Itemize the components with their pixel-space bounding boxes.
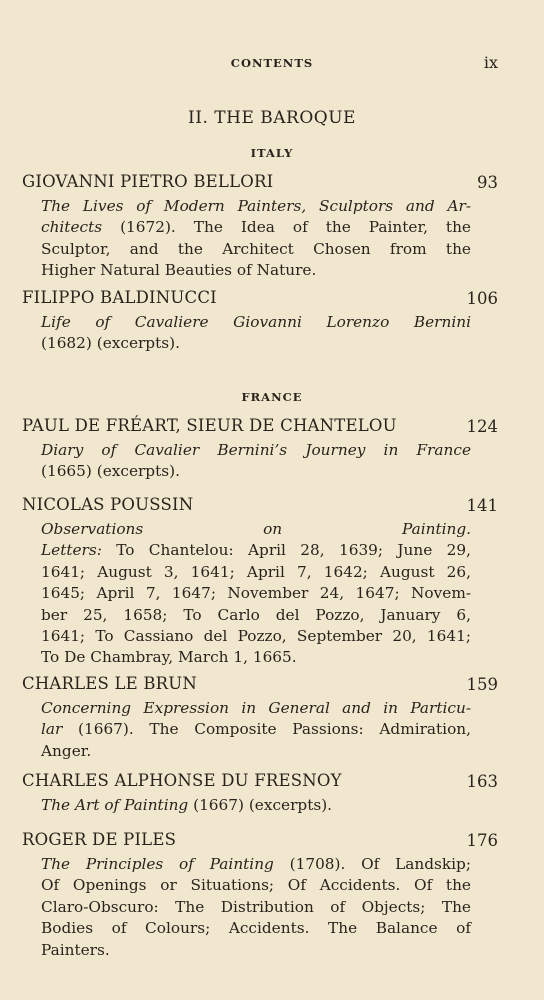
work-title: The Lives of Modern Painters, Sculptors and Ar- xyxy=(41,197,471,215)
work-title: Observations on Painting. xyxy=(41,520,471,538)
entry-author: CHARLES LE BRUN xyxy=(22,674,198,693)
description-line xyxy=(41,333,471,354)
description-line xyxy=(41,583,471,604)
entry-description xyxy=(41,440,471,483)
description-text: 1641; To Cassiano del Pozzo, September 20, 1641; xyxy=(41,627,471,646)
description-line xyxy=(41,519,471,540)
entry-description xyxy=(41,196,471,282)
description-line xyxy=(41,918,471,939)
description-text: To De Chambray, March 1, 1665. xyxy=(41,648,297,667)
contents-entry xyxy=(22,770,498,816)
description-line xyxy=(41,312,471,333)
contents-entry xyxy=(22,171,498,282)
description-text: (1672). The Idea of the Painter, the xyxy=(102,218,471,237)
contents-entry xyxy=(22,415,498,483)
description-line xyxy=(41,698,471,719)
description-text: Anger. xyxy=(41,741,92,760)
entry-description xyxy=(41,519,471,669)
description-text: 1645; April 7, 1647; November 24, 1647; Novem- xyxy=(41,584,471,603)
work-title: Concerning Expression in General and in Particu- xyxy=(41,699,471,717)
entry-author: NICOLAS POUSSIN xyxy=(22,495,194,514)
description-text: Of Openings or Situations; Of Accidents. Of the xyxy=(41,876,471,895)
description-line xyxy=(41,741,471,762)
entry-description xyxy=(41,698,471,762)
entry-author: PAUL DE FRÉART, SIEUR DE CHANTELOU xyxy=(22,416,397,435)
description-line xyxy=(41,940,471,961)
description-line xyxy=(41,795,471,816)
description-text: 1641; August 3, 1641; April 7, 1642; August 26, xyxy=(41,562,471,581)
description-text: Sculptor, and the Architect Chosen from the xyxy=(41,239,471,258)
description-line xyxy=(41,719,471,740)
work-title: Life of Cavaliere Giovanni Lorenzo Bernini xyxy=(41,313,471,331)
description-text: (1667). The Composite Passions: Admiration, xyxy=(62,720,471,739)
entry-page-number: 176 xyxy=(466,831,498,850)
description-text: To Chantelou: April 28, 1639; June 29, xyxy=(101,541,471,560)
entry-description xyxy=(41,854,471,961)
country-heading-france: FRANCE xyxy=(241,390,303,404)
description-text: Painters. xyxy=(41,940,110,959)
description-line xyxy=(41,260,471,281)
page-number: ix xyxy=(483,53,498,72)
work-title: Diary of Cavalier Bernini’s Journey in France xyxy=(41,441,471,459)
entry-description xyxy=(41,312,471,355)
contents-entry xyxy=(22,494,498,669)
description-line xyxy=(41,875,471,896)
description-line xyxy=(41,540,471,561)
contents-entry xyxy=(22,829,498,961)
description-text: Claro-Obscuro: The Distribution of Objects; The xyxy=(41,897,471,916)
description-text: (1682) (excerpts). xyxy=(41,334,180,353)
description-line xyxy=(41,217,471,238)
description-text: Bodies of Colours; Accidents. The Balance of xyxy=(41,919,471,938)
description-text: (1708). Of Landskip; xyxy=(273,855,471,873)
description-line xyxy=(41,647,471,668)
description-text: (1667) (excerpts). xyxy=(188,796,333,814)
work-title: chitects xyxy=(41,218,103,237)
work-title: Letters: xyxy=(41,541,102,560)
entry-page-number: 106 xyxy=(466,289,498,308)
entry-description xyxy=(41,795,471,816)
work-title: The Art of Painting xyxy=(41,796,189,814)
description-line xyxy=(41,440,471,461)
description-line xyxy=(41,854,471,875)
description-line xyxy=(41,461,471,482)
entry-page-number: 93 xyxy=(477,173,498,192)
description-text: Higher Natural Beauties of Nature. xyxy=(41,261,317,280)
country-heading-italy: ITALY xyxy=(250,146,294,160)
description-line xyxy=(41,239,471,260)
entry-page-number: 159 xyxy=(466,675,498,694)
work-title: The Principles of Painting xyxy=(41,855,274,873)
entry-author: FILIPPO BALDINUCCI xyxy=(22,288,217,307)
description-line xyxy=(41,897,471,918)
entry-page-number: 124 xyxy=(466,417,498,436)
description-line xyxy=(41,626,471,647)
running-head xyxy=(0,54,544,74)
entry-author: ROGER DE PILES xyxy=(22,830,177,849)
section-heading: II. THE BAROQUE xyxy=(188,108,356,128)
entry-author: GIOVANNI PIETRO BELLORI xyxy=(22,172,274,191)
entry-author: CHARLES ALPHONSE DU FRESNOY xyxy=(22,771,342,790)
contents-entry xyxy=(22,287,498,355)
entry-page-number: 163 xyxy=(466,772,498,791)
description-text: ber 25, 1658; To Carlo del Pozzo, January 6, xyxy=(41,605,471,624)
contents-entry xyxy=(22,673,498,762)
description-line xyxy=(41,562,471,583)
running-title: CONTENTS xyxy=(230,56,314,70)
description-line xyxy=(41,605,471,626)
entry-page-number: 141 xyxy=(466,496,498,515)
description-text: (1665) (excerpts). xyxy=(41,462,180,481)
work-title: lar xyxy=(41,720,63,739)
description-line xyxy=(41,196,471,217)
